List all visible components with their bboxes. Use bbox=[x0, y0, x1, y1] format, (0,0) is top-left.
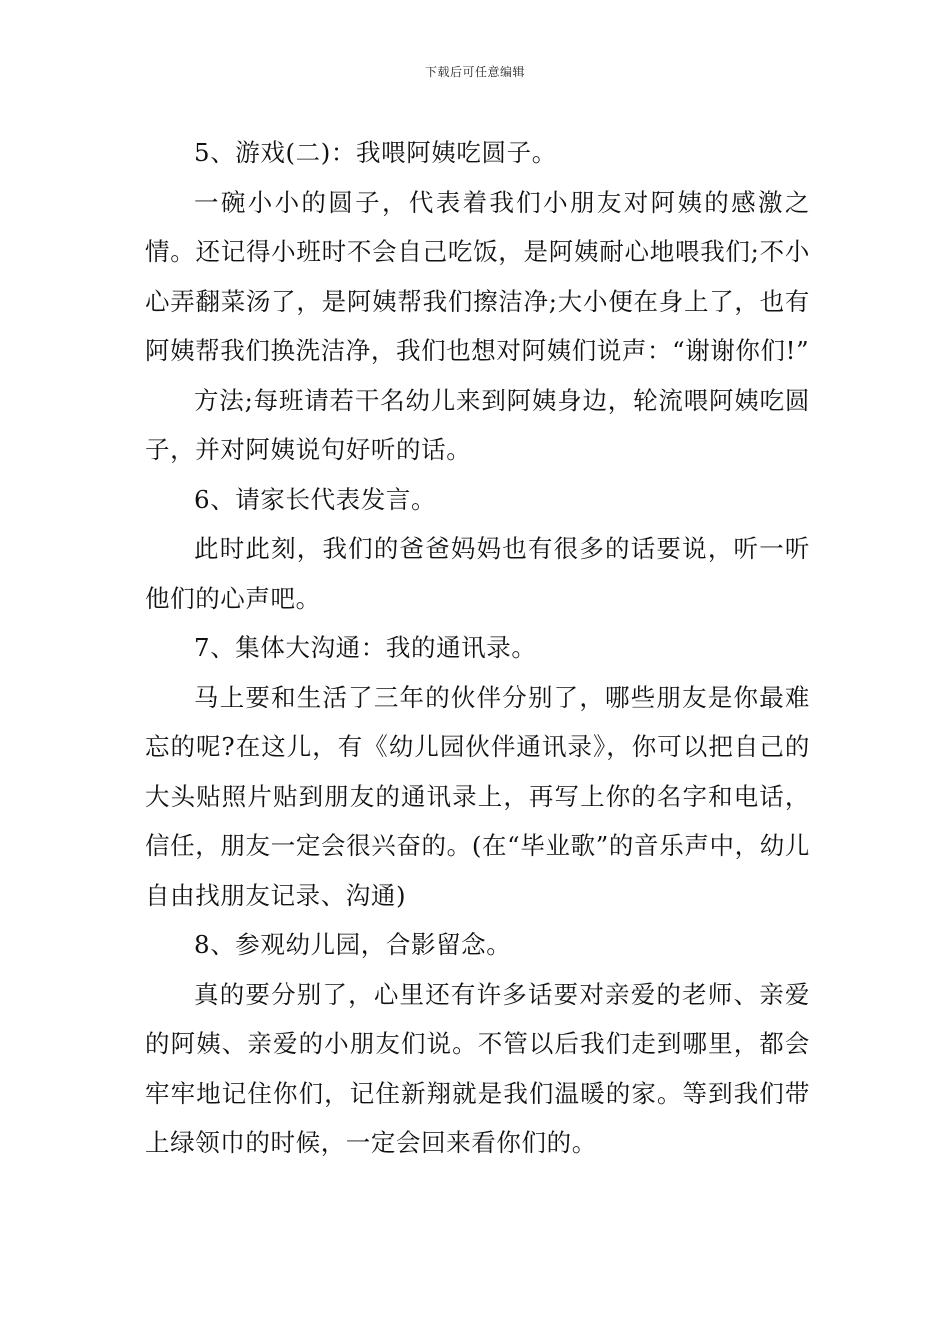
section-heading-address-book: 7、集体大沟通：我的通讯录。 bbox=[194, 633, 537, 662]
paragraph-method: 方法;每班请若干名幼儿来到阿姨身边，轮流喂阿姨吃圆子，并对阿姨说句好听的话。 bbox=[145, 385, 810, 464]
paragraph-parents: 此时此刻，我们的爸爸妈妈也有很多的话要说，听一听他们的心声吧。 bbox=[145, 534, 810, 613]
paragraph-address-book: 马上要和生活了三年的伙伴分别了，哪些朋友是你最难忘的呢?在这儿，有《幼儿园伙伴通讯录》，你可以把自己的大头贴照片贴到朋友的通讯录上，再写上你的名字和电话，信任，朋友一定会很兴奋的。(在“毕业歌”的音乐声中，幼儿自由找朋友记录、沟通) bbox=[145, 682, 810, 910]
section-heading-game-2: 5、游戏(二)：我喂阿姨吃圆子。 bbox=[194, 138, 557, 167]
document-body bbox=[145, 128, 810, 1168]
section-heading-parent-speech: 6、请家长代表发言。 bbox=[194, 484, 437, 514]
paragraph-farewell: 真的要分别了，心里还有许多话要对亲爱的老师、亲爱的阿姨、亲爱的小朋友们说。不管以后我们走到哪里，都会牢牢地记住你们，记住新翔就是我们温暖的家。等到我们带上绿领巾的时候，一定会回来看你们的。 bbox=[145, 979, 810, 1157]
page-header: 下载后可任意编辑 bbox=[424, 65, 525, 79]
paragraph-gratitude: 一碗小小的圆子，代表着我们小朋友对阿姨的感激之情。还记得小班时不会自己吃饭，是阿姨耐心地喂我们;不小心弄翻菜汤了，是阿姨帮我们擦洁净;大小便在身上了，也有阿姨帮我们换洗洁净，我们也想对阿姨们说声：“谢谢你们!” bbox=[145, 187, 810, 365]
section-heading-visit: 8、参观幼儿园，合影留念。 bbox=[194, 930, 512, 959]
